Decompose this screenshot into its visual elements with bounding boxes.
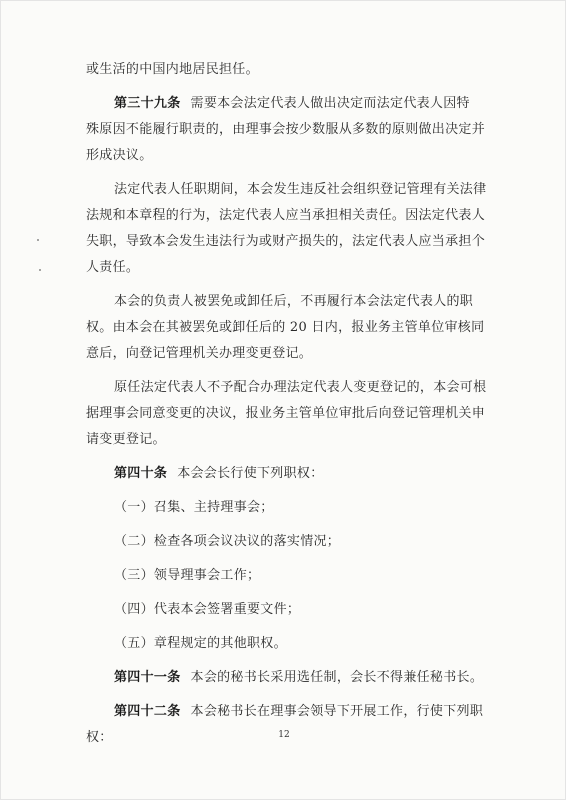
article-number: 第四十二条 — [114, 704, 181, 719]
body-line: 请变更登记。 — [86, 432, 166, 447]
body-line: 人责任。 — [86, 260, 140, 275]
body-line: 本会的负责人被罢免或卸任后，不再履行本会法定代表人的职 — [114, 294, 474, 309]
body-line: 权。由本会在其被罢免或卸任后的 20 日内，报业务主管单位审核同 — [86, 320, 485, 335]
scan-speck — [37, 239, 39, 241]
body-line: 据理事会同意变更的决议，报业务主管单位审批后向登记管理机关申 — [86, 406, 486, 421]
article-number: 第四十一条 — [114, 670, 181, 685]
body-line: 或生活的中国内地居民担任。 — [86, 62, 259, 77]
list-item: （一）召集、主持理事会； — [114, 500, 274, 515]
document-body — [86, 57, 486, 751]
body-line: 原任法定代表人不予配合办理法定代表人变更登记的，本会可根 — [114, 380, 486, 395]
list-item: （二）检查各项会议决议的落实情况； — [114, 534, 341, 549]
body-line: 意后，向登记管理机关办理变更登记。 — [86, 346, 313, 361]
page-number: 12 — [278, 730, 290, 740]
body-line: 权： — [86, 730, 113, 745]
scan-speck — [39, 269, 41, 271]
list-item: （五）章程规定的其他职权。 — [114, 636, 287, 651]
body-line: 形成决议。 — [86, 148, 153, 163]
list-item: （三）领导理事会工作； — [114, 568, 261, 583]
body-line: 法规和本章程的行为，法定代表人应当承担相关责任。因法定代表人 — [86, 208, 486, 223]
article-42-line: 第四十二条 本会秘书长在理事会领导下开展工作，行使下列职 — [114, 704, 484, 719]
body-line: 殊原因不能履行职责的，由理事会按少数服从多数的原则做出决定并 — [86, 122, 486, 137]
article-number: 第四十条 — [114, 466, 168, 481]
article-39-line: 第三十九条 需要本会法定代表人做出决定而法定代表人因特 — [114, 96, 470, 111]
list-item: （四）代表本会签署重要文件； — [114, 602, 301, 617]
body-line: 失职，导致本会发生违法行为或财产损失的，法定代表人应当承担个 — [86, 234, 486, 249]
article-40-line: 第四十条 本会会长行使下列职权： — [114, 466, 324, 481]
article-number: 第三十九条 — [114, 96, 181, 111]
article-41-line: 第四十一条 本会的秘书长采用选任制，会长不得兼任秘书长。 — [114, 670, 484, 685]
body-line: 法定代表人任职期间，本会发生违反社会组织登记管理有关法律 — [114, 182, 486, 197]
